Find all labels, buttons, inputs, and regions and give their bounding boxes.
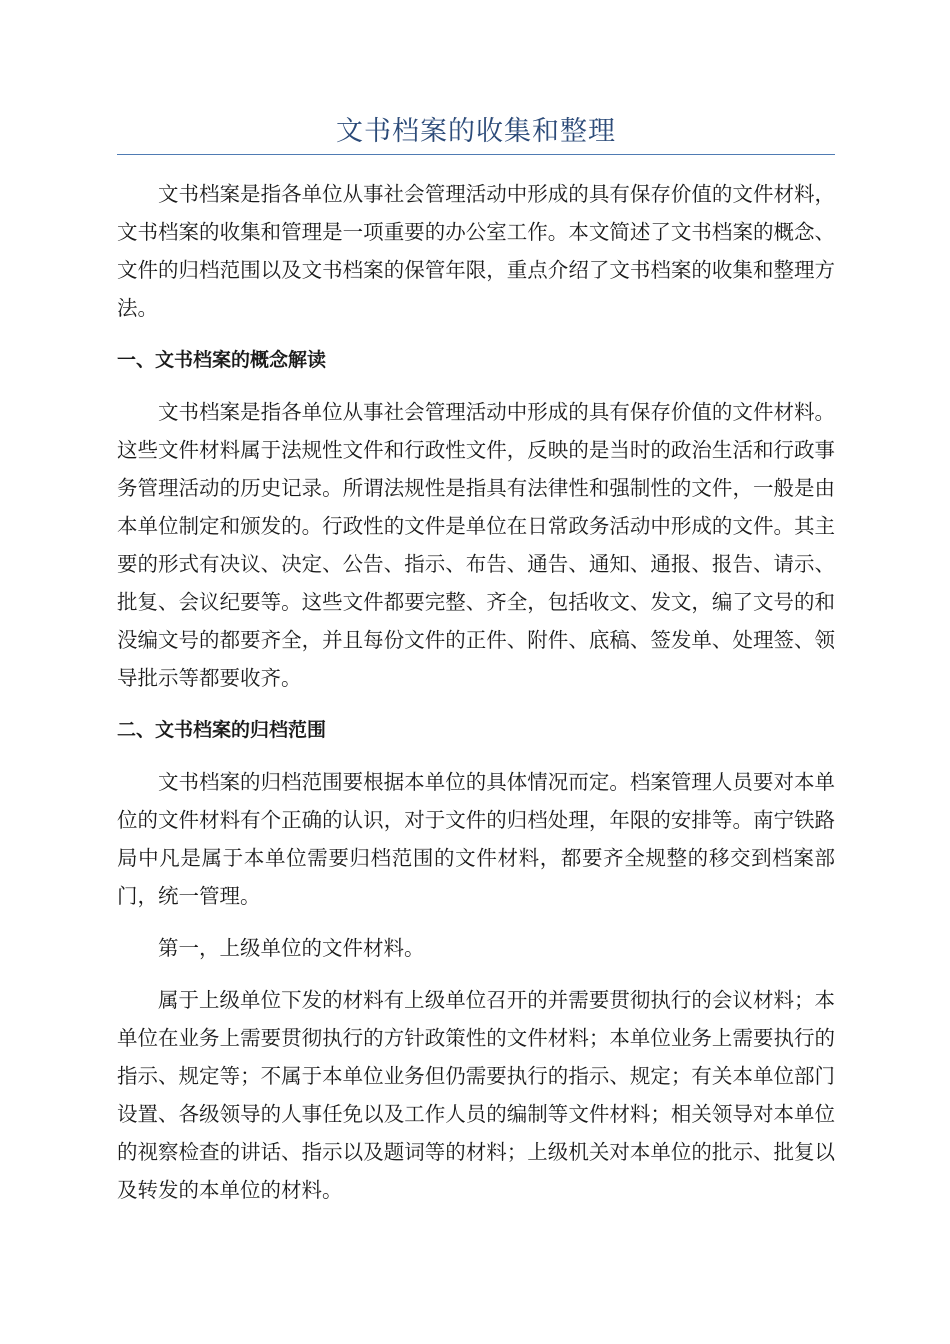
section-concept-paragraph: 文书档案是指各单位从事社会管理活动中形成的具有保存价值的文件材料。这些文件材料属于法规性文件和行政性文件，反映的是当时的政治生活和行政事务管理活动的历史记录。所谓法规性是指具有法律性和强制性的文件，一般是由本单位制定和颁发的。行政性的文件是单位在日常政务活动中形成的文件。其主要的形式有决议、决定、公告、指示、布告、通告、通知、通报、报告、请示、批复、会议纪要等。这些文件都要完整、齐全，包括收文、发文，编了文号的和没编文号的都要齐全，并且每份文件的正件、附件、底稿、签发单、处理签、领导批示等都要收齐。 (117, 400, 835, 690)
section-heading-scope: 二、文书档案的归档范围 (117, 719, 327, 741)
section-scope-paragraph: 文书档案的归档范围要根据本单位的具体情况而定。档案管理人员要对本单位的文件材料有个正确的认识，对于文件的归档处理，年限的安排等。南宁铁路局中凡是属于本单位需要归档范围的文件材料，都要齐全规整的移交到档案部门，统一管理。 (117, 770, 835, 908)
section-scope-point-first: 第一，上级单位的文件材料。 (158, 936, 425, 960)
intro-paragraph: 文书档案是指各单位从事社会管理活动中形成的具有保存价值的文件材料，文书档案的收集和管理是一项重要的办公室工作。本文简述了文书档案的概念、文件的归档范围以及文书档案的保管年限，重点介绍了文书档案的收集和整理方法。 (117, 182, 835, 320)
document-title: 文书档案的收集和整理 (117, 112, 835, 155)
document-page (117, 112, 835, 1209)
section-scope-paragraph-superior: 属于上级单位下发的材料有上级单位召开的并需要贯彻执行的会议材料；本单位在业务上需要贯彻执行的方针政策性的文件材料；本单位业务上需要执行的指示、规定等；不属于本单位业务但仍需要执行的指示、规定；有关本单位部门设置、各级领导的人事任免以及工作人员的编制等文件材料；相关领导对本单位的视察检查的讲话、指示以及题词等的材料；上级机关对本单位的批示、批复以及转发的本单位的材料。 (117, 988, 835, 1202)
section-heading-concept: 一、文书档案的概念解读 (117, 349, 327, 371)
